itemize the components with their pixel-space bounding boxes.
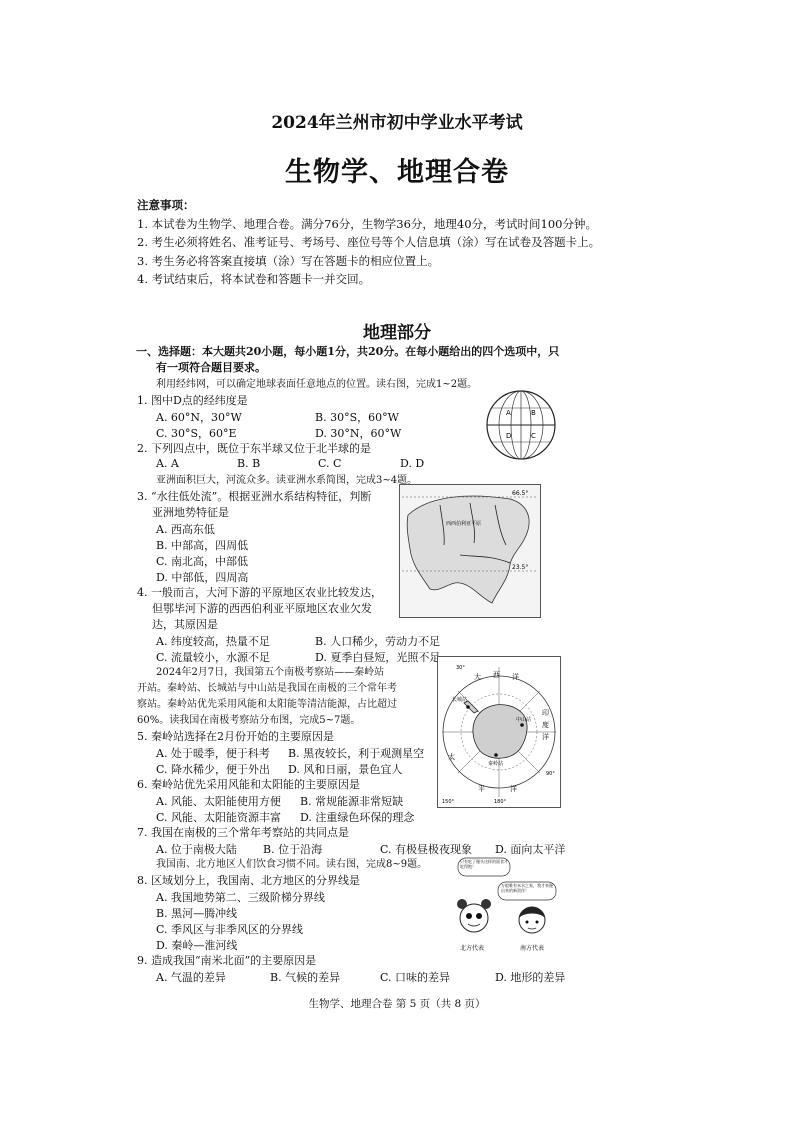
- ocean-label-char: 洋: [512, 673, 519, 681]
- asia-label-arctic-circle: 66.5°: [512, 490, 529, 497]
- asia-label-tropic: 23.5°: [512, 564, 529, 571]
- globe-label-d: D: [506, 432, 512, 440]
- exam-title: 2024年兰州市初中学业水平考试: [271, 113, 523, 133]
- q4-stem-line1: 4. 一般而言，大河下游的平原地区农业比较发达，: [137, 586, 382, 599]
- longitude-label: 150°: [442, 799, 455, 805]
- station-label-qinling: 秦岭站: [488, 761, 504, 767]
- notice-heading: 注意事项：: [137, 198, 195, 212]
- q2-stem: 2. 下列四点中，既位于东半球又位于北半球的是: [137, 442, 371, 455]
- q2-option-c: C. C: [318, 457, 342, 470]
- q5-option-d: D. 风和日丽，景色宜人: [288, 763, 403, 776]
- q2-option-b: B. B: [237, 457, 261, 470]
- ocean-label-char: 太: [448, 753, 455, 761]
- intro-q5-7-line3: 察站。秦岭站优先采用风能和太阳能等清洁能源，占比超过: [137, 699, 397, 710]
- q3-option-c: C. 南北高，中部低: [156, 555, 249, 568]
- section-title: 地理部分: [363, 323, 431, 343]
- south-speech-bubble: 万般唯有米水之家，我才来馒出来的新贺伴！: [501, 883, 553, 893]
- north-rep-label: 北方代表: [460, 945, 485, 952]
- intro-q3-4: 亚洲面积巨大，河流众多。读亚洲水系简图，完成3~4题。: [156, 475, 418, 486]
- q1-option-c: C. 30°S，60°E: [156, 427, 237, 440]
- q4-option-c: C. 流量较小，水源不足: [156, 651, 271, 664]
- q4-option-b: B. 人口稀少，劳动力不足: [315, 635, 441, 648]
- north-south-diet-cartoon: [450, 856, 565, 956]
- globe-graticule-figure: [482, 386, 560, 464]
- q1-option-a: A. 60°N，30°W: [156, 411, 242, 424]
- q4-option-a: A. 纬度较高，热量不足: [156, 635, 270, 648]
- notice-item: 3. 考生务必将答案直接填（涂）写在答题卡的相应位置上。: [137, 253, 440, 268]
- ocean-label-char: 度: [542, 721, 549, 729]
- q6-option-c: C. 风能、太阳能资源丰富: [156, 811, 282, 824]
- notice-item: 4. 考试结束后，将本试卷和答题卡一并交回。: [137, 272, 371, 286]
- q8-stem: 8. 区域划分上，我国南、北方地区的分界线是: [137, 874, 360, 887]
- q1-stem: 1. 图中D点的经纬度是: [137, 394, 248, 407]
- ocean-label-char: 西: [493, 671, 500, 679]
- ocean-label-char: 大: [474, 673, 481, 681]
- q4-option-d: D. 夏季白昼短，光照不足: [315, 651, 441, 664]
- q7-option-c: C. 有极昼极夜现象: [380, 843, 473, 856]
- longitude-label: 90°: [546, 771, 555, 777]
- q3-option-b: B. 中部高，四周低: [156, 539, 249, 552]
- longitude-label: 30°: [456, 665, 465, 671]
- q6-option-a: A. 风能、太阳能使用方便: [156, 795, 281, 808]
- intro-q8-9: 我国南、北方地区人们饮食习惯不同。读右图，完成8~9题。: [156, 859, 428, 870]
- globe-label-c: C: [531, 432, 536, 440]
- q1-option-b: B. 30°S，60°W: [315, 411, 399, 424]
- q7-stem: 7. 我国在南极的三个常年考察站的共同点是: [137, 826, 349, 839]
- longitude-label: 180°: [494, 799, 507, 805]
- page-footer: 生物学、地理合卷 第 5 页（共 8 页）: [308, 998, 486, 1010]
- q9-option-b: B. 气候的差异: [270, 971, 341, 984]
- q2-option-d: D. D: [400, 457, 425, 470]
- q3-stem-line2: 亚洲地势特征是: [152, 506, 229, 519]
- part1-heading-line2: 有一项符合题目要求。: [156, 361, 266, 374]
- station-label-zhongshan: 中山站: [516, 717, 532, 723]
- q9-option-d: D. 地形的差异: [495, 971, 566, 984]
- q9-option-a: A. 气温的差异: [156, 971, 226, 984]
- q7-option-d: D. 面向太平洋: [495, 843, 566, 856]
- notice-item: 2. 考生必须将姓名、准考证号、考场号、座位号等个人信息填（涂）写在试卷及答题卡上。: [137, 235, 601, 249]
- station-label-changcheng: 长城站: [452, 697, 468, 703]
- south-rep-label: 南方代表: [520, 945, 545, 952]
- q2-option-a: A. A: [156, 457, 179, 470]
- globe-label-b: B: [531, 409, 536, 417]
- q8-option-c: C. 季风区与非季风区的分界线: [156, 923, 304, 936]
- q6-option-d: D. 注重绿色环保的理念: [300, 811, 415, 824]
- intro-q5-7-line1: 2024年2月7日，我国第五个南极考察站——秦岭站: [156, 667, 385, 678]
- q5-option-b: B. 黑夜较长，利于观测星空: [288, 747, 425, 760]
- part1-heading-line1: 一、选择题：本大题共20小题，每小题1分，共20分。在每小题给出的四个选项中，只: [136, 345, 560, 358]
- q3-option-d: D. 中部低，四周高: [156, 571, 249, 584]
- intro-q1-2: 利用经纬网，可以确定地球表面任意地点的位置。读右图，完成1~2题。: [156, 379, 478, 390]
- ocean-label-char: 洋: [542, 733, 549, 741]
- q6-option-b: B. 常规能源非常短缺: [300, 795, 404, 808]
- q8-option-d: D. 秦岭—淮河线: [156, 939, 238, 952]
- notice-item: 1. 本试卷为生物学、地理合卷。满分76分，生物学36分，地理40分，考试时间100分钟。: [137, 216, 597, 231]
- asia-river-map-figure: [399, 484, 541, 618]
- q7-option-b: B. 位于沿海: [263, 843, 323, 856]
- notice-block: [137, 196, 637, 289]
- q1-option-d: D. 30°N，60°W: [315, 427, 402, 440]
- paper-title: 生物学、地理合卷: [285, 157, 509, 188]
- q9-stem: 9. 造成我国“南米北面”的主要原因是: [137, 954, 317, 967]
- asia-label-west-siberian-plain: 西西伯利亚平原: [446, 521, 482, 527]
- globe-label-a: A: [506, 409, 511, 417]
- q4-stem-line2: 但鄂毕河下游的西西伯利亚平原地区农业欠发: [152, 602, 372, 615]
- ocean-label-char: 印: [542, 709, 549, 717]
- q8-option-b: B. 黑河—腾冲线: [156, 907, 238, 920]
- q3-stem-line1: 3. “水往低处流”。根据亚洲水系结构特征，判断: [137, 490, 372, 503]
- q6-stem: 6. 秦岭站优先采用风能和太阳能的主要原因是: [137, 778, 360, 791]
- antarctica-stations-figure: [437, 656, 561, 808]
- intro-q5-7-line4: 60%。读我国在南极考察站分布图，完成5~7题。: [137, 715, 361, 726]
- q9-option-c: C. 口味的差异: [380, 971, 451, 984]
- q8-option-a: A. 我国地势第二、三级阶梯分界线: [156, 891, 325, 904]
- north-speech-bubble: 只有吃了馒头这样的面食才吃得饱！: [460, 859, 508, 869]
- q3-option-a: A. 西高东低: [156, 523, 215, 536]
- q7-option-a: A. 位于南极大陆: [156, 843, 237, 856]
- ocean-label-char: 洋: [510, 785, 517, 793]
- q5-option-a: A. 处于暖季，便于科考: [156, 747, 270, 760]
- ocean-label-char: 平: [478, 785, 485, 793]
- q4-stem-line3: 达，其原因是: [152, 618, 218, 631]
- q5-stem: 5. 秦岭站选择在2月份开始的主要原因是: [137, 730, 334, 743]
- intro-q5-7-line2: 开站。秦岭站、长城站与中山站是我国在南极的三个常年考: [137, 683, 397, 694]
- q5-option-c: C. 降水稀少，便于外出: [156, 763, 271, 776]
